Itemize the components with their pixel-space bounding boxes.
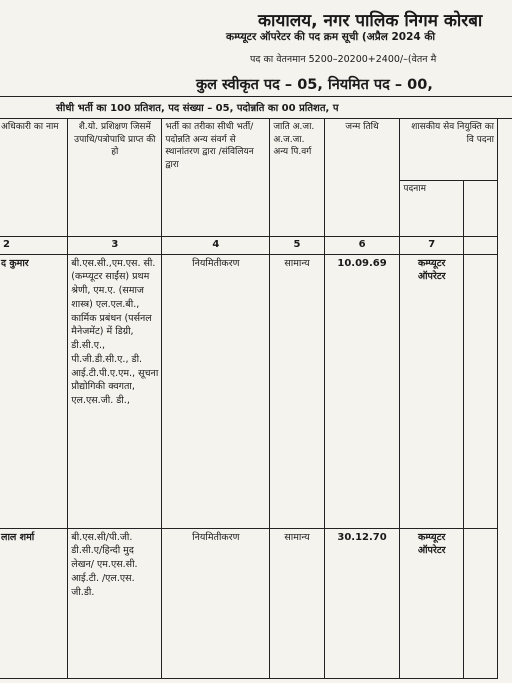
recruitment-method: नियमितीकरण (162, 254, 270, 528)
table-row (0, 528, 498, 678)
col-header-blank (463, 181, 497, 237)
qualification: बी.एस.सी.,एम.एस. सी.(कम्प्यूटर साईंस) प्रथम श्रेणी, एम.ए. (समाज शास्त्र) एल.एल.बी., कार्मिक प्रबंधन (पर्सनल मैनेजमेंट) में डिग्री, डी.सी.ए., पी.जी.डी.सी.ए., डी. आई.टी.पी.ए.एम., सूचना प्रौद्योगिकी क्वगता, एल.एस.जी. डी., (68, 254, 162, 528)
date-of-birth: 10.09.69 (324, 254, 400, 528)
caste-category: सामान्य (270, 528, 324, 678)
date-of-birth: 30.12.70 (324, 528, 400, 678)
seniority-table (0, 118, 498, 679)
posts-summary: कुल स्वीकृत पद – 05, नियमित पद – 00, (196, 77, 433, 93)
recruitment-method: नियमितीकरण (162, 528, 270, 678)
table-row (0, 254, 498, 528)
col-number-blank (463, 237, 497, 255)
col-number-6: 6 (324, 237, 400, 255)
blank-cell (463, 254, 497, 528)
col-header-dob: जन्म तिथि (324, 119, 400, 237)
caste-category: सामान्य (270, 254, 324, 528)
col-number-7: 7 (400, 237, 464, 255)
officer-name: द कुमार (0, 254, 68, 528)
col-header-caste: जाति अ.जा. अ.ज.जा. अन्य पि.वर्ग (270, 119, 324, 237)
divider-top (0, 96, 512, 97)
officer-name: लाल शर्मा (0, 528, 68, 678)
qualification: बी.एस.सी/पी.जी. डी.सी.ए/हिन्दी मुद लेखन/ एम.एस.सी. आई.टी. /एल.एस. जी.डी. (68, 528, 162, 678)
col-header-recruitment-method: भर्ती का तरीका सीधी भर्ती/ पदोन्नति अन्य संवर्ग से स्थानांतरण द्वारा /संविलियन द्वारा (162, 119, 270, 237)
office-title: कायालय, नगर पालिक निगम कोरबा (258, 11, 483, 31)
col-header-officer-name: अधिकारी का नाम (0, 119, 68, 237)
pay-scale: पद का वेतनमान 5200–20200+2400/–(वेतन मै (250, 54, 437, 65)
designation: कम्प्यूटर ऑपरेटर (400, 528, 464, 678)
col-header-govt-service: शासकीय सेव नियुक्ति का वि पदना (400, 119, 498, 181)
col-header-designation: पदनाम (400, 181, 464, 237)
designation: कम्प्यूटर ऑपरेटर (400, 254, 464, 528)
col-header-qualification: शै.यो. प्रशिक्षण जिसमें उपाधि/पत्रोपाधि प्राप्त की हो (68, 119, 162, 237)
col-number-2: 2 (0, 237, 68, 255)
blank-cell (463, 528, 497, 678)
col-number-3: 3 (68, 237, 162, 255)
list-title: कम्प्यूटर ऑपरेटर की पद क्रम सूची (अप्रैल 2024 की (226, 31, 436, 43)
col-number-4: 4 (162, 237, 270, 255)
recruitment-line: सीधी भर्ती का 100 प्रतिशत, पद संख्या – 05, पदोन्नति का 00 प्रतिशत, प (56, 103, 339, 114)
col-number-5: 5 (270, 237, 324, 255)
